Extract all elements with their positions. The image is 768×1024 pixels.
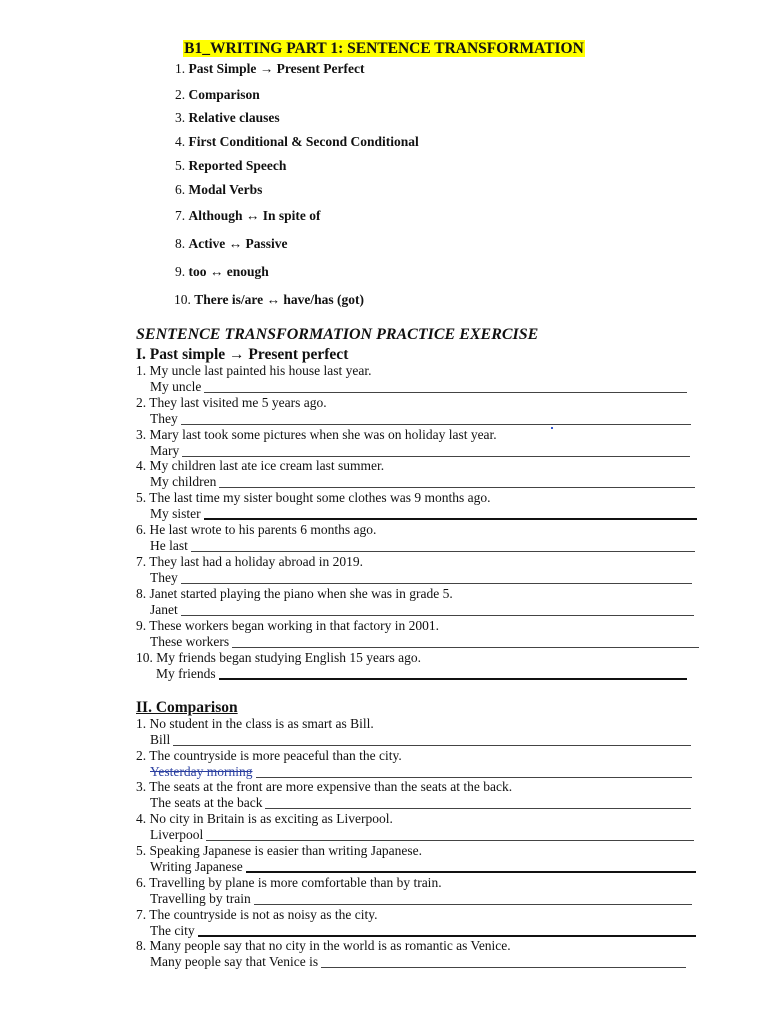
topic-text: Reported Speech: [188, 158, 287, 173]
topic-number: 7.: [175, 208, 189, 223]
answer-blank[interactable]: [219, 475, 695, 488]
answer-prompt: Travelling by train: [150, 891, 251, 906]
answer-prompt: The seats at the back: [150, 795, 263, 810]
question-text: 7. The countryside is not as noisy as the city.: [136, 907, 378, 922]
answer-blank[interactable]: [254, 892, 692, 905]
answer-row: [150, 411, 691, 427]
question-text: 7. They last had a holiday abroad in 2019.: [136, 554, 363, 569]
document-title: [0, 39, 768, 59]
answer-row: [150, 634, 699, 650]
question-text: 3. Mary last took some pictures when she was on holiday last year.: [136, 427, 497, 442]
answer-prompt: My friends: [156, 666, 216, 681]
question-text: 2. They last visited me 5 years ago.: [136, 395, 327, 410]
answer-prompt: Bill: [150, 732, 171, 747]
answer-prompt: Liverpool: [150, 827, 204, 842]
topic-text: Comparison: [188, 87, 260, 102]
topic-item: [175, 85, 260, 105]
question-text: 8. Many people say that no city in the world is as romantic as Venice.: [136, 938, 511, 953]
topic-number: 2.: [175, 87, 189, 102]
topic-item: [174, 290, 364, 310]
answer-blank[interactable]: [246, 859, 696, 873]
topic-number: 4.: [175, 134, 189, 149]
topic-text: Active ↔ Passive: [188, 236, 288, 251]
topic-text: Relative clauses: [188, 110, 280, 125]
question-text: 5. Speaking Japanese is easier than writing Japanese.: [136, 843, 423, 858]
topic-item: [175, 180, 262, 200]
answer-row: [150, 732, 691, 748]
answer-blank[interactable]: [204, 506, 697, 520]
answer-row: [150, 538, 695, 554]
answer-row: [150, 506, 697, 522]
topic-text: too ↔ enough: [188, 264, 269, 279]
answer-prompt: They: [150, 411, 178, 426]
document-title-text: B1_WRITING PART 1: SENTENCE TRANSFORMATION: [184, 40, 584, 57]
answer-blank[interactable]: [173, 733, 691, 746]
answer-blank[interactable]: [182, 444, 690, 457]
answer-prompt: My uncle: [150, 379, 202, 394]
topic-item: [175, 262, 269, 282]
section-2-title: II. Comparison: [136, 699, 238, 716]
answer-row: [150, 764, 692, 780]
answer-blank[interactable]: [265, 796, 691, 809]
answer-row: [150, 443, 690, 459]
question-text: 4. My children last ate ice cream last summer.: [136, 458, 385, 473]
answer-blank[interactable]: [181, 603, 694, 616]
topic-number: 3.: [175, 110, 189, 125]
topic-text: Past Simple → Present Perfect: [188, 61, 365, 76]
topic-number: 5.: [175, 158, 189, 173]
topic-number: 6.: [175, 182, 189, 197]
question-text: 5. The last time my sister bought some clothes was 9 months ago.: [136, 490, 491, 505]
topic-number: 1.: [175, 61, 189, 76]
answer-row: [150, 795, 691, 811]
topic-item: [175, 132, 419, 152]
answer-row: [150, 923, 696, 939]
section-1-title: I. Past simple → Present perfect: [136, 346, 349, 363]
answer-blank[interactable]: [219, 666, 687, 680]
question-text: 1. My uncle last painted his house last year.: [136, 363, 372, 378]
answer-blank[interactable]: [206, 828, 694, 841]
answer-prompt: Janet: [150, 602, 178, 617]
answer-blank[interactable]: [198, 923, 696, 937]
answer-row: [150, 827, 694, 843]
question-text: 6. He last wrote to his parents 6 months ago.: [136, 522, 377, 537]
answer-blank[interactable]: [321, 955, 686, 968]
answer-prompt: Many people say that Venice is: [150, 954, 319, 969]
question-text: 9. These workers began working in that factory in 2001.: [136, 618, 440, 633]
answer-blank[interactable]: [181, 412, 691, 425]
answer-prompt: My children: [150, 474, 217, 489]
answer-row: [150, 474, 695, 490]
answer-row: [150, 891, 692, 907]
question-text: 6. Travelling by plane is more comfortable than by train.: [136, 875, 442, 890]
topic-item: [175, 59, 364, 79]
answer-prompt: They: [150, 570, 178, 585]
question-text: 4. No city in Britain is as exciting as Liverpool.: [136, 811, 393, 826]
question-text: 3. The seats at the front are more expensive than the seats at the back.: [136, 779, 513, 794]
topic-text: There is/are ↔ have/has (got): [194, 292, 364, 307]
topic-text: First Conditional & Second Conditional: [188, 134, 419, 149]
practice-heading: SENTENCE TRANSFORMATION PRACTICE EXERCISE: [136, 326, 539, 343]
topic-item: [175, 206, 321, 226]
topic-text: Although ↔ In spite of: [188, 208, 321, 223]
answer-prompt-struck: Yesterday morning: [150, 764, 253, 779]
answer-prompt: Mary: [150, 443, 180, 458]
topic-item: [175, 108, 280, 128]
topic-item: [175, 234, 287, 254]
answer-blank[interactable]: [191, 539, 695, 552]
topic-number: 9.: [175, 264, 189, 279]
question-text: 10. My friends began studying English 15 years ago.: [136, 650, 421, 665]
topic-number: 10.: [174, 292, 195, 307]
topic-item: [175, 156, 286, 176]
answer-prompt: He last: [150, 538, 188, 553]
topic-text: Modal Verbs: [188, 182, 263, 197]
answer-row: [150, 379, 687, 395]
answer-blank[interactable]: [256, 765, 692, 778]
question-text: 1. No student in the class is as smart as Bill.: [136, 716, 374, 731]
answer-prompt: My sister: [150, 506, 201, 521]
answer-row: [150, 570, 692, 586]
answer-row: [150, 954, 686, 970]
answer-blank[interactable]: [181, 571, 692, 584]
answer-prompt: These workers: [150, 634, 230, 649]
answer-blank[interactable]: [232, 635, 699, 648]
ink-speck: [551, 427, 553, 429]
answer-prompt: Writing Japanese: [150, 859, 243, 874]
answer-row: [156, 666, 687, 682]
topic-number: 8.: [175, 236, 189, 251]
question-text: 2. The countryside is more peaceful than the city.: [136, 748, 402, 763]
answer-row: [150, 859, 696, 875]
question-text: 8. Janet started playing the piano when she was in grade 5.: [136, 586, 453, 601]
answer-row: [150, 602, 694, 618]
answer-blank[interactable]: [204, 380, 687, 393]
answer-prompt: The city: [150, 923, 195, 938]
